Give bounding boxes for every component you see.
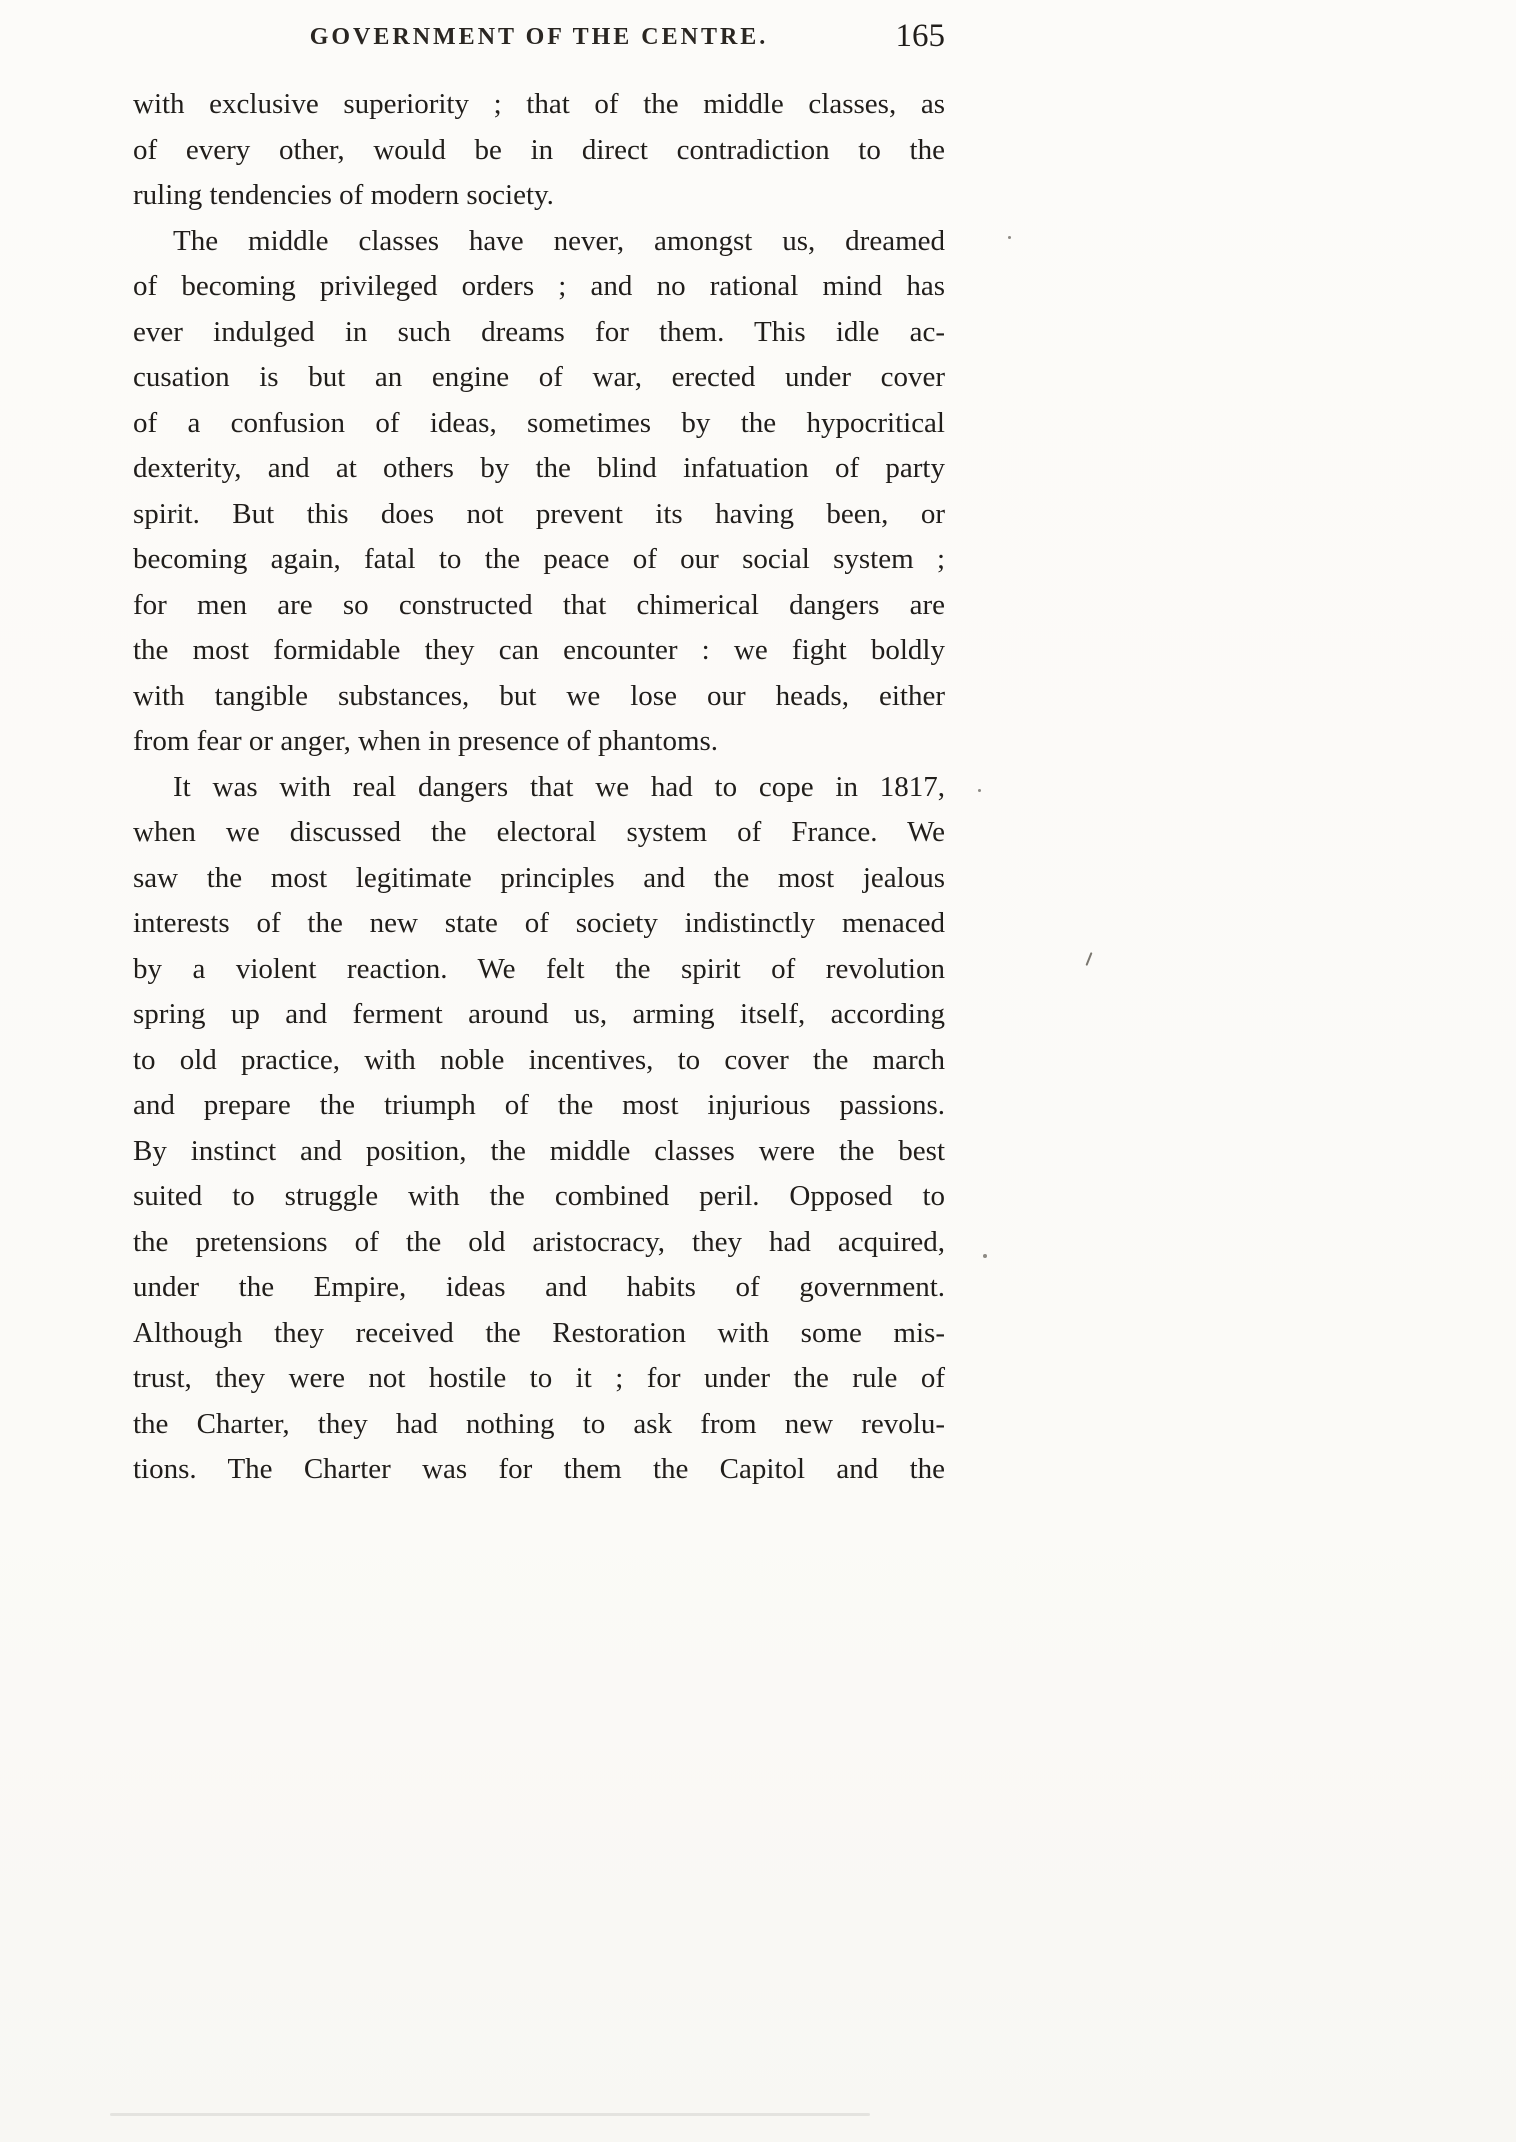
text-line: with tangible substances, but we lose our heads, either — [133, 679, 945, 712]
text-line: spirit. But this does not prevent its having been, or — [133, 497, 945, 530]
text-line: ruling tendencies of modern society. — [133, 179, 554, 211]
text-line: by a violent reaction. We felt the spirit of revolution — [133, 952, 945, 985]
scan-speck — [983, 1254, 987, 1258]
text-line: the most formidable they can encounter : we fight boldly — [133, 634, 945, 666]
text-line: dexterity, and at others by the blind infatuation of party — [133, 452, 945, 484]
text-line: The middle classes have never, amongst us, dreamed — [173, 224, 945, 257]
text-line: the pretensions of the old aristocracy, they had acquired, — [133, 1225, 945, 1258]
text-line: ever indulged in such dreams for them. This idle ac- — [133, 315, 945, 348]
text-line: of every other, would be in direct contradiction to the — [133, 133, 945, 166]
text-line: when we discussed the electoral system of France. We — [133, 816, 945, 848]
running-header-title: GOVERNMENT OF THE CENTRE. — [309, 24, 769, 50]
page-number: 165 — [895, 18, 945, 54]
text-line: saw the most legitimate principles and the most jealous — [133, 861, 945, 894]
text-line: By instinct and position, the middle classes were the best — [133, 1134, 945, 1167]
text-line: with exclusive superiority ; that of the middle classes, as — [133, 88, 945, 120]
text-line: cusation is but an engine of war, erected under cover — [133, 361, 945, 393]
text-line: for men are so constructed that chimerical dangers are — [133, 588, 945, 621]
text-line: to old practice, with noble incentives, to cover the march — [133, 1043, 945, 1076]
text-line: trust, they were not hostile to it ; for under the rule of — [133, 1362, 945, 1394]
scan-speck — [1085, 952, 1092, 966]
scan-speck — [978, 789, 981, 792]
text-line: becoming again, fatal to the peace of our social system ; — [133, 543, 945, 575]
scan-speck — [1008, 236, 1011, 239]
text-line: from fear or anger, when in presence of phantoms. — [133, 725, 719, 757]
text-line: It was with real dangers that we had to cope in 1817, — [173, 770, 945, 803]
text-line: of becoming privileged orders ; and no rational mind has — [133, 270, 945, 302]
text-line: spring up and ferment around us, arming itself, according — [133, 998, 945, 1030]
text-line: tions. The Charter was for them the Capitol and the — [133, 1453, 945, 1485]
text-line: interests of the new state of society indistinctly menaced — [133, 907, 945, 939]
text-column — [133, 18, 945, 1493]
page-text — [133, 82, 945, 1493]
text-line: of a confusion of ideas, sometimes by the hypocritical — [133, 406, 945, 439]
page-header — [133, 18, 945, 62]
text-line: the Charter, they had nothing to ask from new revolu- — [133, 1407, 945, 1440]
text-line: and prepare the triumph of the most injurious passions. — [133, 1089, 945, 1121]
text-line: under the Empire, ideas and habits of government. — [133, 1271, 945, 1303]
text-line: suited to struggle with the combined peril. Opposed to — [133, 1180, 945, 1212]
page-edge-shadow — [110, 2113, 870, 2116]
text-line: Although they received the Restoration with some mis- — [133, 1316, 945, 1349]
